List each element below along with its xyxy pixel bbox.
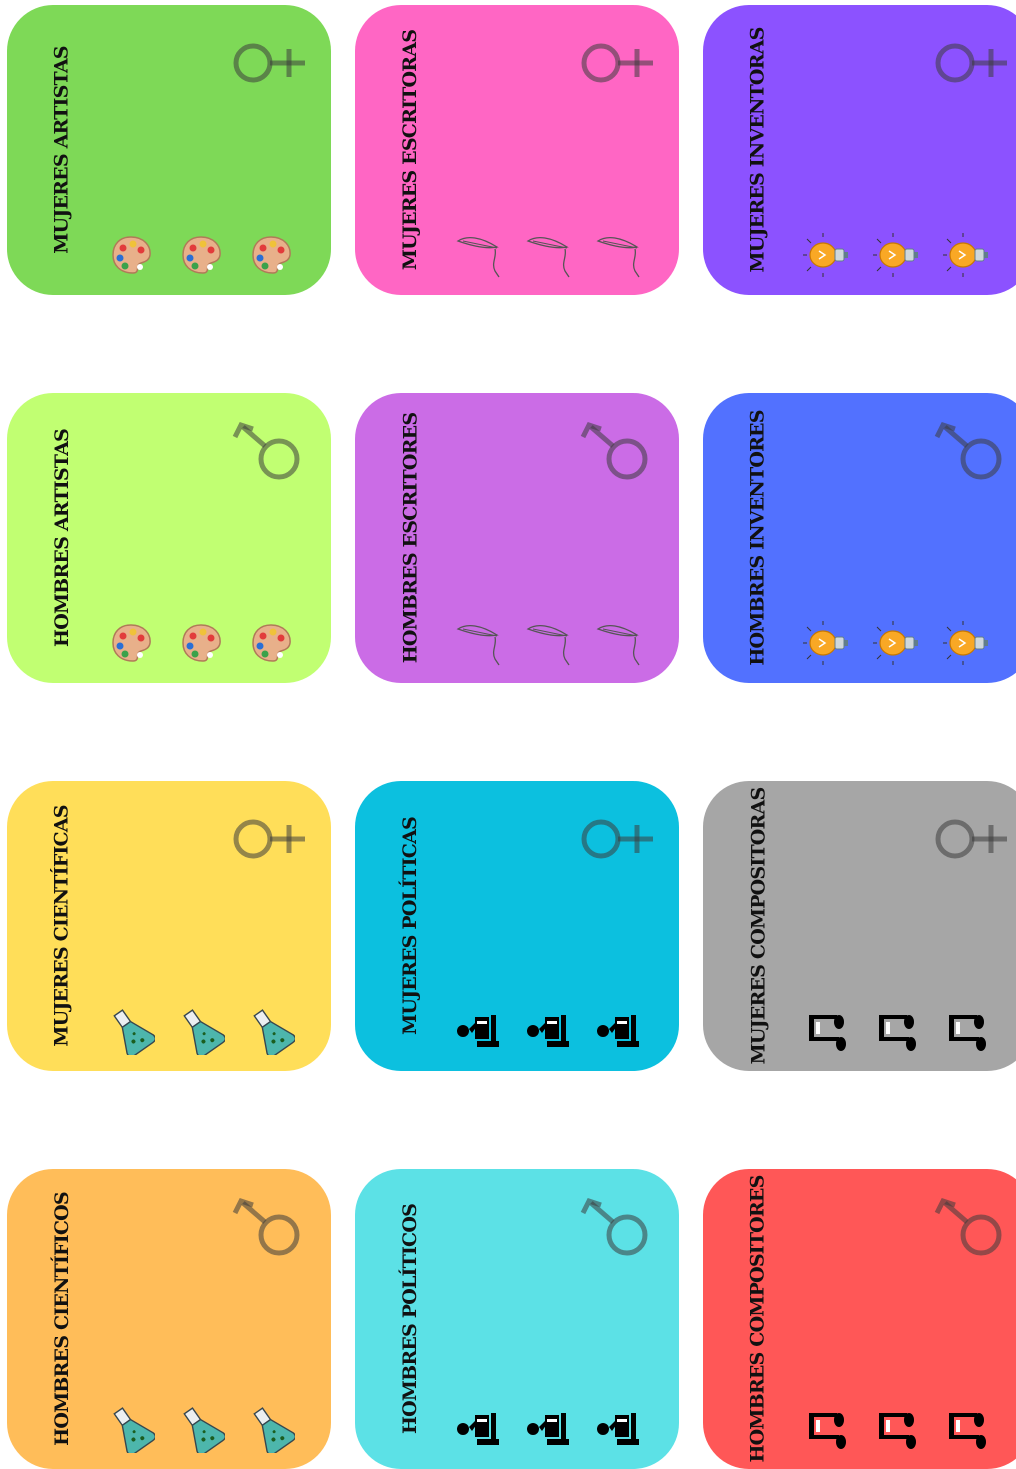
card-label: MUJERES POLÍTICAS — [399, 817, 421, 1035]
male-symbol-icon — [231, 421, 311, 491]
male-symbol-icon — [231, 1197, 311, 1267]
palette-icon — [107, 619, 155, 667]
card-hombres-escritores — [355, 393, 679, 683]
podium-speaker-icon — [525, 1405, 573, 1453]
female-symbol-icon — [933, 809, 1013, 879]
card-label: MUJERES ARTISTAS — [51, 46, 74, 254]
music-note-icon — [873, 1007, 921, 1055]
palette-icon — [247, 619, 295, 667]
music-note-icon — [943, 1007, 991, 1055]
icon-row — [455, 1397, 665, 1453]
podium-speaker-icon — [455, 1405, 503, 1453]
flask-icon — [247, 1405, 295, 1453]
female-symbol-icon — [579, 33, 659, 103]
flask-icon — [107, 1007, 155, 1055]
card-hombres-compositores — [703, 1169, 1016, 1469]
icon-row — [803, 611, 1013, 667]
podium-speaker-icon — [595, 1405, 643, 1453]
card-mujeres-compositoras — [703, 781, 1016, 1071]
icon-row — [803, 999, 1013, 1055]
card-hombres-artistas — [7, 393, 331, 683]
card-hombres-politicos — [355, 1169, 679, 1469]
card-mujeres-inventoras — [703, 5, 1016, 295]
icon-row — [803, 223, 1013, 279]
male-symbol-icon — [933, 421, 1013, 491]
flask-icon — [177, 1405, 225, 1453]
quill-pen-icon — [595, 619, 643, 667]
female-symbol-icon — [579, 809, 659, 879]
light-bulb-icon — [943, 231, 991, 279]
music-note-icon — [803, 1007, 851, 1055]
quill-pen-icon — [595, 231, 643, 279]
quill-pen-icon — [455, 231, 503, 279]
male-symbol-icon — [579, 421, 659, 491]
card-label: MUJERES ESCRITORAS — [399, 29, 422, 271]
palette-icon — [107, 231, 155, 279]
podium-speaker-icon — [525, 1007, 573, 1055]
quill-pen-icon — [525, 619, 573, 667]
icon-row — [107, 999, 317, 1055]
music-note-icon — [803, 1405, 851, 1453]
card-label: MUJERES INVENTORAS — [747, 27, 770, 273]
card-label: HOMBRES COMPOSITORES — [747, 1175, 770, 1463]
light-bulb-icon — [803, 619, 851, 667]
podium-speaker-icon — [455, 1007, 503, 1055]
card-mujeres-cientificas — [7, 781, 331, 1071]
male-symbol-icon — [933, 1197, 1013, 1267]
light-bulb-icon — [873, 231, 921, 279]
card-mujeres-politicas — [355, 781, 679, 1071]
light-bulb-icon — [803, 231, 851, 279]
podium-speaker-icon — [595, 1007, 643, 1055]
icon-row — [107, 1397, 317, 1453]
card-mujeres-escritoras — [355, 5, 679, 295]
icon-row — [455, 999, 665, 1055]
music-note-icon — [873, 1405, 921, 1453]
card-hombres-inventores — [703, 393, 1016, 683]
icon-row — [107, 223, 317, 279]
card-label: MUJERES COMPOSITORAS — [747, 787, 769, 1065]
palette-icon — [247, 231, 295, 279]
light-bulb-icon — [873, 619, 921, 667]
palette-icon — [177, 619, 225, 667]
palette-icon — [177, 231, 225, 279]
flask-icon — [177, 1007, 225, 1055]
card-hombres-cientificos — [7, 1169, 331, 1469]
icon-row — [455, 611, 665, 667]
light-bulb-icon — [943, 619, 991, 667]
card-mujeres-artistas — [7, 5, 331, 295]
icon-row — [107, 611, 317, 667]
male-symbol-icon — [579, 1197, 659, 1267]
female-symbol-icon — [231, 809, 311, 879]
card-label: HOMBRES INVENTORES — [747, 410, 769, 666]
flask-icon — [247, 1007, 295, 1055]
icon-row — [455, 223, 665, 279]
music-note-icon — [943, 1405, 991, 1453]
female-symbol-icon — [231, 33, 311, 103]
card-label: MUJERES CIENTÍFICAS — [51, 805, 74, 1047]
icon-row — [803, 1397, 1013, 1453]
female-symbol-icon — [933, 33, 1013, 103]
flask-icon — [107, 1405, 155, 1453]
quill-pen-icon — [455, 619, 503, 667]
card-label: HOMBRES ARTISTAS — [51, 429, 74, 647]
card-label: HOMBRES CIENTÍFICOS — [51, 1192, 74, 1446]
card-label: HOMBRES ESCRITORES — [399, 412, 421, 664]
quill-pen-icon — [525, 231, 573, 279]
card-label: HOMBRES POLÍTICOS — [399, 1203, 422, 1435]
